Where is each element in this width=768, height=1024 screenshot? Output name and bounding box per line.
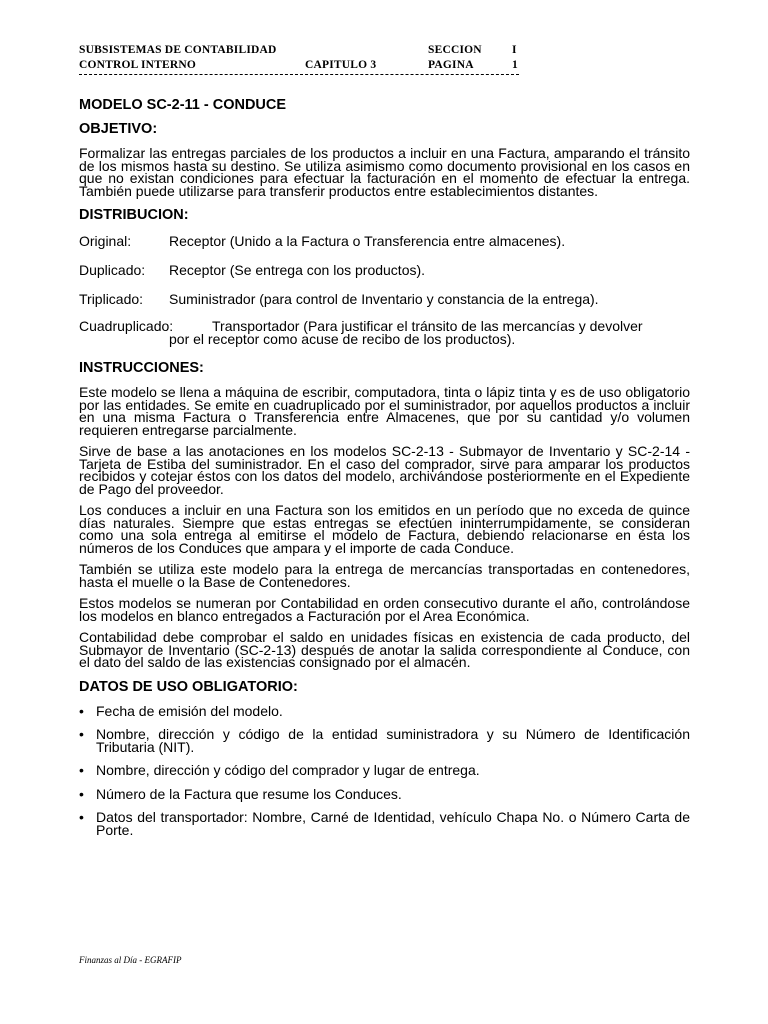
header-page-value: 1 — [512, 59, 518, 71]
bullet-icon: • — [79, 726, 84, 742]
instrucciones-heading: INSTRUCCIONES: — [79, 360, 204, 376]
distribucion-text: Receptor (Se entrega con los productos). — [169, 262, 426, 278]
distribucion-row — [79, 233, 690, 249]
instrucciones-paragraph: Este modelo se llena a máquina de escribir, computadora, tinta o lápiz tinta y es de uso obligatorio por las entidades. Se emite en cuadruplicado por el suministrador, por aquellos productos a incluir en una misma Factura o Transferencia entre Almacenes, que por su cantidad y/o volumen requieren entregarse parcialmente. — [79, 384, 690, 438]
bullet-icon: • — [79, 762, 84, 778]
list-item-text: Nombre, dirección y código de la entidad suministradora y su Número de Identificación Tributaria (NIT). — [96, 726, 690, 755]
distribucion-heading: DISTRIBUCION: — [79, 207, 189, 223]
header-section-label: SECCION — [428, 44, 482, 56]
list-item-text: Número de la Factura que resume los Conduces. — [96, 785, 402, 802]
distribucion-text: Receptor (Unido a la Factura o Transferencia entre almacenes). — [169, 233, 566, 249]
list-item — [79, 785, 690, 802]
list-item — [79, 811, 690, 836]
distribucion-label: Original: — [79, 233, 132, 249]
distribucion-row — [79, 291, 690, 307]
header-control: CONTROL INTERNO — [79, 59, 197, 71]
distribucion-label: Duplicado: — [79, 262, 146, 278]
distribucion-label: Cuadruplicado: — [79, 318, 174, 334]
header-chapter: CAPITULO 3 — [305, 59, 377, 71]
datos-heading: DATOS DE USO OBLIGATORIO: — [79, 678, 298, 695]
header-section-value: I — [512, 44, 517, 56]
instrucciones-paragraph: Estos modelos se numeran por Contabilidad en orden consecutivo durante el año, controlándose los modelos en blanco entregados a Facturación por el Area Económica. — [79, 595, 690, 624]
list-item — [79, 728, 690, 753]
document-title: MODELO SC-2-11 - CONDUCE — [79, 97, 287, 113]
list-item-text: Fecha de emisión del modelo. — [96, 702, 283, 719]
header-divider — [79, 74, 519, 75]
instrucciones-paragraph: Contabilidad debe comprobar el saldo en unidades físicas en existencia de cada producto, del Submayor de Inventario (SC-2-13) después de anotar la salida correspondiente al Conduce, con el dato del saldo de las existencias consignado por el almacén. — [79, 629, 690, 670]
bullet-icon: • — [79, 809, 84, 825]
list-item — [79, 764, 690, 777]
distribucion-text-continued: por el receptor como acuse de recibo de los productos). — [169, 330, 516, 347]
list-item-text: Datos del transportador: Nombre, Carné de Identidad, vehículo Chapa No. o Número Carta de Porte. — [96, 809, 690, 838]
document-body — [79, 96, 690, 847]
instrucciones-paragraph: Sirve de base a las anotaciones en los modelos SC-2-13 - Submayor de Inventario y SC-2-14 - Tarjeta de Estiba del suministrador. En el caso del comprador, sirve para amparar los productos recibidos y cotejar éstos con los datos del modelo, archivándose posteriormente en el Expediente de Pago del proveedor. — [79, 443, 690, 497]
distribucion-row-cuadruplicado — [79, 320, 690, 345]
distribucion-text: Suministrador (para control de Inventario y constancia de la entrega). — [169, 291, 599, 307]
distribucion-text: Transportador (Para justificar el tránsito de las mercancías y devolver — [212, 318, 643, 334]
distribucion-row — [79, 262, 690, 278]
objetivo-heading: OBJETIVO: — [79, 121, 158, 137]
header-page-label: PAGINA — [428, 59, 474, 71]
list-item — [79, 702, 690, 719]
page-footer: Finanzas al Día - EGRAFIP — [79, 955, 182, 965]
distribucion-label: Triplicado: — [79, 291, 144, 307]
bullet-icon: • — [79, 702, 84, 719]
instrucciones-paragraph: Los conduces a incluir en una Factura son los emitidos en un período que no exceda de quince días naturales. Siempre que estas entregas se efectúen ininterrumpidamente, se consideran como una sola entrega al emitirse el modelo de Factura, debiendo relacionarse en ésta los números de los Conduces que ampara y el importe de cada Conduce. — [79, 502, 690, 556]
objetivo-text: Formalizar las entregas parciales de los productos a incluir en una Factura, amparando el tránsito de los mismos hasta su destino. Se utiliza asimismo como documento provisional en los casos en que no existan condiciones para efectuar la facturación en el momento de efectuar la entrega. También puede utilizarse para transferir productos entre establecimientos distantes. — [79, 145, 690, 199]
bullet-icon: • — [79, 785, 84, 802]
header-subsystem: SUBSISTEMAS DE CONTABILIDAD — [79, 44, 277, 56]
instrucciones-paragraph: También se utiliza este modelo para la entrega de mercancías transportadas en contenedores, hasta el muelle o la Base de Contenedores. — [79, 561, 690, 590]
list-item-text: Nombre, dirección y código del comprador y lugar de entrega. — [96, 762, 480, 778]
datos-list — [79, 702, 690, 838]
